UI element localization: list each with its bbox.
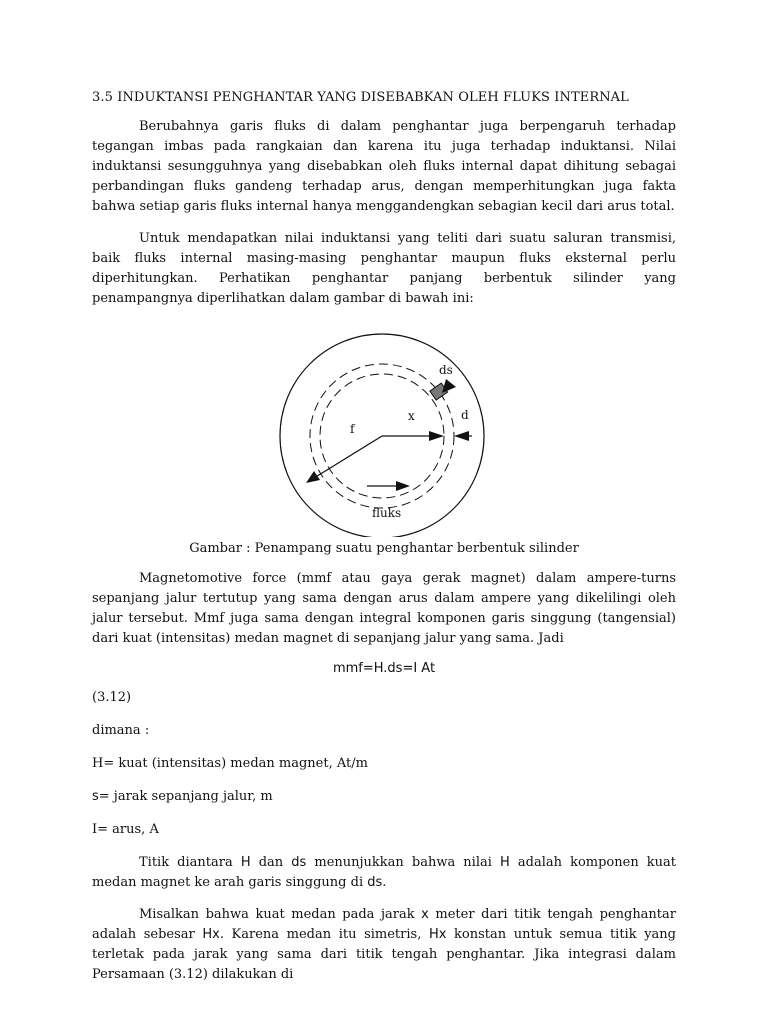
radius-f-arrowhead [306,471,320,483]
label-ds: ds [439,363,453,377]
para5-symbol-hx: Hx [202,927,220,942]
radius-f-line [314,436,382,478]
para4-symbol-ds: ds [291,855,307,870]
para5-text-b: meter dari titik tengah penghantar adalah sebesar [92,907,676,942]
document-page [92,90,676,997]
para4-symbol-h2: H [500,855,510,870]
para5-text-c: . Karena medan itu simetris, [219,927,429,942]
radius-x-arrowhead [429,431,444,441]
definition-i [92,820,676,840]
definition-h [92,754,676,774]
paragraph-3: Magnetomotive force (mmf atau gaya gerak magnet) dalam ampere-turns sepanjang jalur tertutup yang sama dengan arus dalam ampere yang dikelilingi oleh jalur tersebut. Mmf juga sama dengan integral komponen garis singgung (tangensial) dari kuat (intensitas) medan magnet di sepanjang jalur yang sama. Jadi [92,571,676,646]
symbol-s: s [92,789,99,804]
definition-i-text: = arus, A [97,822,159,837]
thickness-d-arrowhead [454,431,469,441]
ds-arrowhead [442,379,456,393]
conductor-cross-section-figure [92,321,676,537]
label-fluks: fluks [372,506,402,520]
definitions-intro: dimana : [92,723,150,738]
definition-s [92,787,676,807]
para5-symbol-x: x [421,907,429,922]
para5-symbol-hx2: Hx [428,927,447,942]
symbol-i: I [92,822,98,837]
para4-text-e: . [382,875,387,890]
paragraph-1: Berubahnya garis fluks di dalam penghantar juga berpengaruh terhadap tegangan imbas pada rangkaian dan karena itu juga terhadap induktansi. Nilai induktansi sesungguhnya yang disebabkan oleh fluks internal dapat dihitung sebagai perbandingan fluks gandeng terhadap arus, dengan memperhitungkan juga fakta bahwa setiap garis fluks internal hanya menggandengkan sebagian kecil dari arus total. [92,119,676,214]
definition-h-text: = kuat (intensitas) medan magnet, At/m [103,756,368,771]
para4-symbol-h: H [240,855,251,870]
para4-text-a: Titik diantara [139,855,241,870]
paragraph-4 [92,853,676,893]
para4-text-d: adalah komponen kuat medan magnet ke arah garis singgung di [92,855,677,890]
label-x: x [408,409,415,423]
para5-text-d: konstan untuk semua titik yang terletak pada jarak yang sama dari titik tengah penghantar. Jika integrasi dalam Persamaan (3.12) dilakukan di [92,927,676,982]
flux-arrowhead [396,481,410,491]
definition-s-text: = jarak sepanjang jalur, m [98,789,273,804]
cross-section-diagram [92,321,676,537]
paragraph-2: Untuk mendapatkan nilai induktansi yang teliti dari suatu saluran transmisi, baik fluks internal masing-masing penghantar maupun fluks eksternal perlu diperhitungkan. Perhatikan penghantar panjang berbentuk silinder yang penampangnya diperlihatkan dalam gambar di bawah ini: [92,231,676,306]
equation-mmf: mmf=H.ds=I At [332,661,436,676]
paragraph-5 [92,905,676,985]
figure-caption: Gambar : Penampang suatu penghantar berbentuk silinder [189,541,579,556]
equation-number: (3.12) [92,690,132,705]
symbol-h: H [92,756,104,771]
para4-text-c: menunjukkan bahwa nilai [306,855,500,870]
para4-symbol-ds2: ds [367,875,383,890]
para5-text-a: Misalkan bahwa kuat medan pada jarak [139,907,422,922]
label-d: d [461,408,469,422]
section-heading: 3.5 INDUKTANSI PENGHANTAR YANG DISEBABKAN OLEH FLUKS INTERNAL [92,90,629,105]
label-f: f [350,422,355,436]
para4-text-b: dan [250,855,292,870]
